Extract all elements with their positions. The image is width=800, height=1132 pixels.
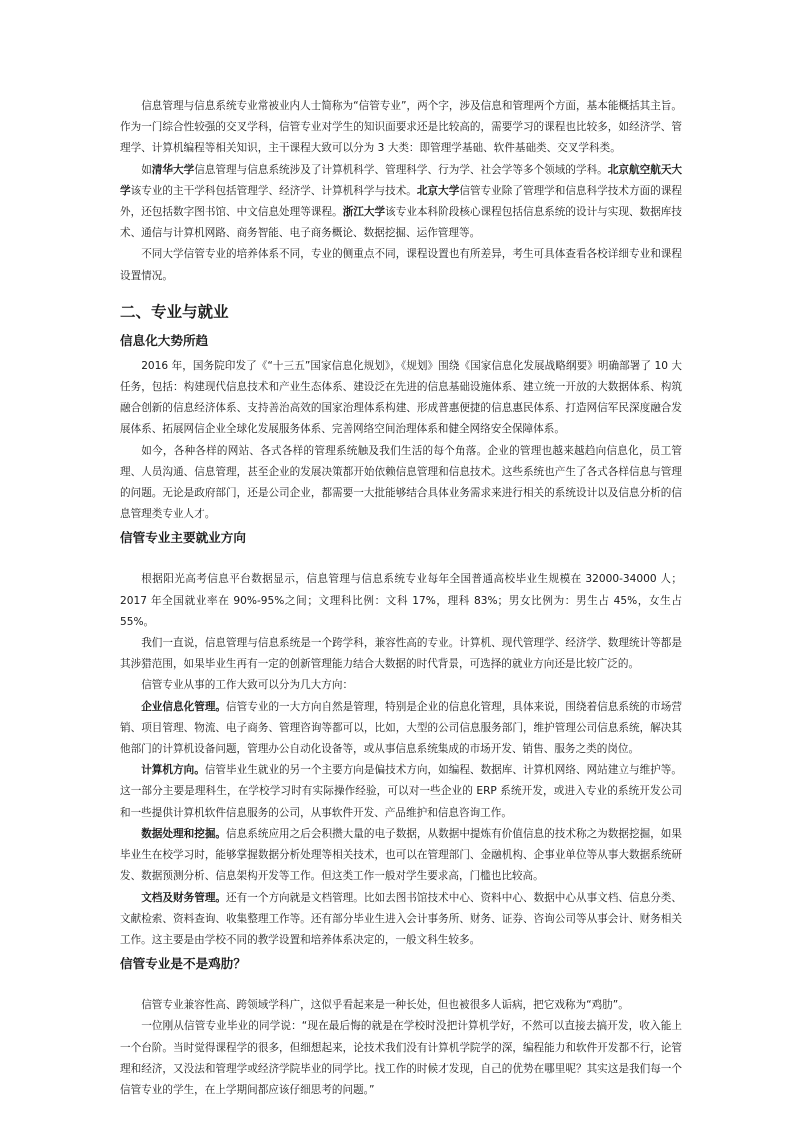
direction-title: 企业信息化管理。 <box>141 700 227 713</box>
subsection-heading: 信管专业主要就业方向 <box>120 530 246 546</box>
curriculum-note-paragraph: 不同大学信管专业的培养体系不同，专业的侧重点不同，课程设置也有所差异，考生可具体查看各校详细专业和课程设置情况。 <box>120 248 682 282</box>
criticism-paragraph: 信管专业兼容性高、跨领域学科广，这似乎看起来是一种长处，但也被很多人诟病，把它戏称为“鸡肋”。 <box>141 999 629 1012</box>
section-heading: 二、专业与就业 <box>120 302 229 321</box>
direction-paragraph: 计算机方向。信管毕业生就业的另一个主要方向是偏技术方向，如编程、数据库、计算机网络、网站建立与维护等。这一部分主要是理科生，在学校学习时有实际操作经验，可以对一些企业的 ERP 系统开发，或进入专业的系统开发公司和一些提供计算机软件信息服务的公司，从事软件开发、产品维护和信息咨询工作。 <box>120 764 683 819</box>
informatization-paragraph: 如今，各种各样的网站、各式各样的管理系统触及我们生活的每个角落。企业的管理也越来越趋向信息化，员工管理、人员沟通、信息管理，甚至企业的发展决策都开始依赖信息管理和信息技术。这些系统也产生了各式各样信息与管理的问题。无论是政府部门，还是公司企业，都需要一大批能够结合具体业务需求来进行相关的系统设计以及信息分析的信息管理类专业人才。 <box>120 444 682 521</box>
university-name: 北京大学 <box>416 184 460 197</box>
direction-paragraph: 企业信息化管理。信管专业的一大方向自然是管理，特别是企业的信息化管理，具体来说，围绕着信息系统的市场营销、项目管理、物流、电子商务、管理咨询等都可以，比如，大型的公司信息服务部门，维护管理公司信息系统，解决其他部门的计算机设备问题，管理办公自动化设备等，或从事信息系统集成的市场开发、销售、服务之类的岗位。 <box>120 700 683 756</box>
subsection-heading: 信管专业是不是鸡肋？ <box>120 956 246 972</box>
direction-title: 数据处理和挖掘。 <box>141 827 227 840</box>
policy-paragraph: 2016 年，国务院印发了《“十三五”国家信息化规划》，《规划》围绕《国家信息化发展战略纲要》明确部署了 10 大任务，包括：构建现代信息技术和产业生态体系、建设泛在先进的信息基础设施体系、建立统一开放的大数据体系、构筑融合创新的信息经济体系、支持善治高效的国家治理体系构建、形成普惠便捷的信息惠民体系、打造网信军民深度融合发展体系、拓展网信企业全球化发展服务体系、完善网络空间治理体系和健全网络安全保障体系。 <box>120 359 682 436</box>
document-page <box>120 96 682 1101</box>
graduate-quote-paragraph: 一位刚从信管专业毕业的同学说：“现在最后悔的就是在学校时没把计算机学好，不然可以直接去搞开发，收入能上一个台阶。当时觉得课程学的很多，但细想起来，论技术我们没有计算机学院学的深，编程能力和软件开发都不行，论管理和经济，又没法和管理学或经济学院毕业的同学比。找工作的时候才发现，自己的优势在哪里呢？其实这是我们每一个信管专业的学生，在上学期间都应该仔细思考的问题。” <box>120 1020 682 1096</box>
university-name: 浙江大学 <box>342 206 386 219</box>
direction-title: 文档及财务管理。 <box>141 891 227 904</box>
directions-intro-paragraph: 信管专业从事的工作大致可以分为几大方向： <box>141 679 354 692</box>
university-name: 清华大学 <box>151 163 195 176</box>
subsection-heading: 信息化大势所趋 <box>120 332 209 348</box>
interdisciplinary-paragraph: 我们一直说，信息管理与信息系统是一个跨学科，兼容性高的专业。计算机、现代管理学、经济学、数理统计等都是其涉猎范围，如果毕业生再有一定的创新管理能力结合大数据的时代背景，可选择的就业方向还是比较广泛的。 <box>120 637 682 671</box>
direction-paragraph: 文档及财务管理。还有一个方向就是文档管理。比如去图书馆技术中心、资料中心、数据中心从事文档、信息分类、文献检索、资料查询、收集整理工作等。还有部分毕业生进入会计事务所、财务、证券、咨询公司等从事会计、财务相关工作。这主要是由学校不同的教学设置和培养体系决定的，一般文科生较多。 <box>120 891 683 946</box>
universities-paragraph: 如清华大学信息管理与信息系统涉及了计算机科学、管理科学、行为学、社会学等多个领域的学科。北京航空航天大学该专业的主干学科包括管理学、经济学、计算机科学与技术。北京大学信管专业除了管理学和信息科学技术方面的课程外，还包括数字图书馆、中文信息处理等课程。浙江大学该专业本科阶段核心课程包括信息系统的设计与实现、数据库技术、通信与计算机网路、商务智能、电子商务概论、数据挖掘、运作管理等。 <box>120 163 683 240</box>
direction-paragraph: 数据处理和挖掘。信息系统应用之后会积攒大量的电子数据，从数据中提炼有价值信息的技术称之为数据挖掘，如果毕业生在校学习时，能够掌握数据分析处理等相关技术，也可以在管理部门、金融机构、企事业单位等从事大数据系统研发、数据预测分析、信息架构开发等工作。但这类工作一般对学生要求高，门槛也比较高。 <box>120 827 683 883</box>
employment-stats-paragraph: 根据阳光高考信息平台数据显示，信息管理与信息系统专业每年全国普通高校毕业生规模在 32000-34000 人；2017 年全国就业率在 90%-95%之间；文理科比例：文科 17%，理科 83%；男女比例为：男生占 45%，女生占 55%。 <box>120 573 682 628</box>
university-name: 北京航空航天大学 <box>120 163 683 197</box>
direction-title: 计算机方向。 <box>141 764 205 777</box>
intro-paragraph: 信息管理与信息系统专业常被业内人士简称为“信管专业”，两个字，涉及信息和管理两个方面，基本能概括其主旨。作为一门综合性较强的交叉学科，信管专业对学生的知识面要求还是比较高的，需要学习的课程也比较多，如经济学、管理学、计算机编程等相关知识，主干课程大致可以分为 3 大类：即管理学基础、软件基础类、交叉学科类。 <box>120 100 682 155</box>
